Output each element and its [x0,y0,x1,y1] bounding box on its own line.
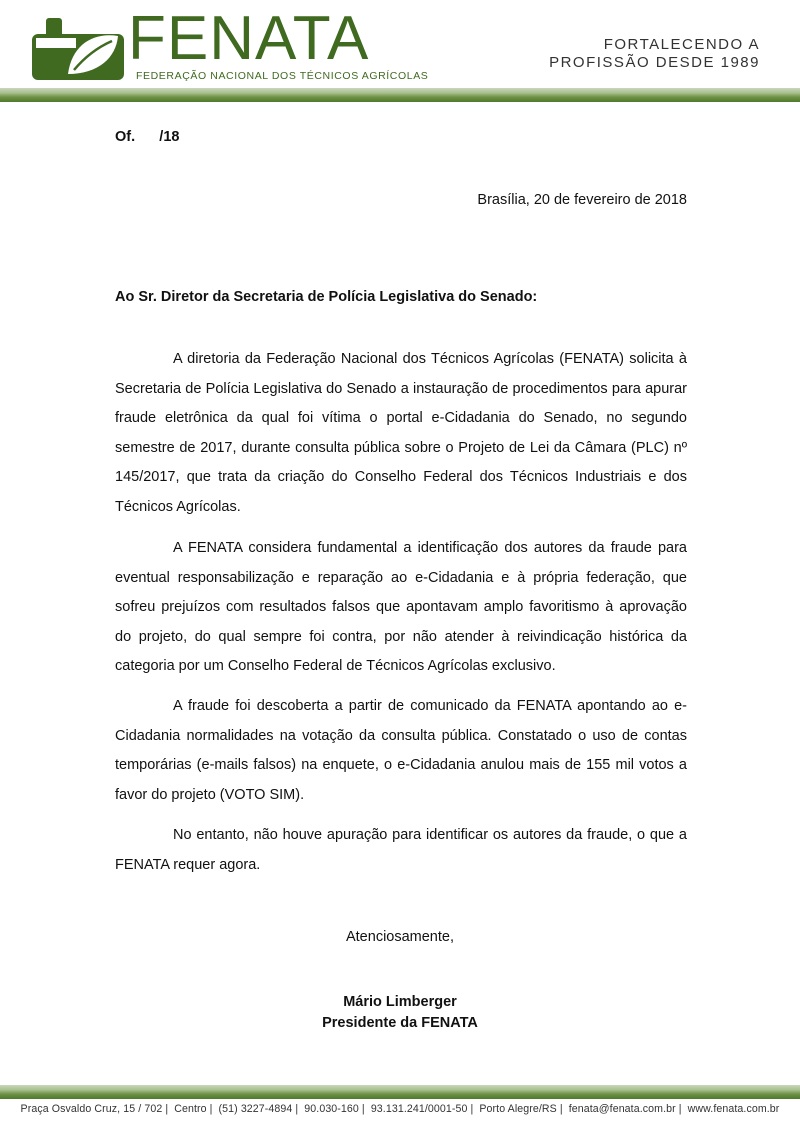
paragraph-4: No entanto, não houve apuração para identificar os autores da fraude, o que a FENATA requer agora. [115,827,687,873]
footer-separator: | [559,1103,563,1115]
footer-separator: | [295,1103,299,1115]
letter-recipient: Ao Sr. Diretor da Secretaria de Polícia Legislativa do Senado: [115,289,538,305]
signature-block [0,992,800,1034]
footer-postal-code: 90.030-160 [304,1103,359,1115]
header-divider-bar [0,88,800,102]
footer-divider-bar [0,1085,800,1099]
footer-address: Praça Osvaldo Cruz, 15 / 702 [20,1103,163,1115]
footer-email-link[interactable]: fenata@fenata.com.br [568,1103,676,1115]
footer-contact-line [0,1103,800,1115]
signer-title: Presidente da FENATA [322,1015,478,1031]
footer-phone: (51) 3227-4894 [218,1103,293,1115]
paragraph-1: A diretoria da Federação Nacional dos Técnicos Agrícolas (FENATA) solicita à Secretaria de Polícia Legislativa do Senado a instauração de procedimentos para apurar fraude eletrônica da qual foi vítima o portal e-Cidadania do Senado, no segundo semestre de 2017, durante consulta pública sobre o Projeto de Lei da Câmara (PLC) nº 145/2017, que trata da criação do Conselho Federal dos Técnicos Industriais e dos Técnicos Agrícolas. [115,351,687,515]
signer-name: Mário Limberger [343,994,457,1010]
paragraph-2: A FENATA considera fundamental a identificação dos autores da fraude para eventual responsabilização e reparação ao e-Cidadania e à própria federação, que sofreu prejuízos com resultados falsos que apontavam amplo favoritismo à aprovação do projeto, do qual sempre foi contra, por não atender à reivindicação histórica da categoria por um Conselho Federal de Técnicos Agrícolas exclusivo. [115,540,687,674]
letterhead [0,0,800,102]
footer-separator: | [470,1103,474,1115]
footer-separator: | [361,1103,365,1115]
fenata-logo-icon [32,14,124,82]
letter-reference: Of. /18 [115,129,180,145]
footer-separator: | [209,1103,213,1115]
logo-subtitle: FEDERAÇÃO NACIONAL DOS TÉCNICOS AGRÍCOLAS [136,70,429,82]
footer-district: Centro [174,1103,207,1115]
logo-wordmark: FENATA [128,4,370,73]
footer-separator: | [165,1103,169,1115]
footer-cnpj: 93.131.241/0001-50 [370,1103,468,1115]
paragraph-3: A fraude foi descoberta a partir de comunicado da FENATA apontando ao e-Cidadania normalidades na votação da consulta pública. Constatado o uso de contas temporárias (e-mails falsos) na enquete, o e-Cidadania anulou mais de 155 mil votos a favor do projeto (VOTO SIM). [115,698,687,803]
letter-closing: Atenciosamente, [345,929,454,945]
tagline-line-2: PROFISSÃO DESDE 1989 [549,54,760,71]
tagline [549,36,760,72]
footer-website-link[interactable]: www.fenata.com.br [687,1103,780,1115]
footer-separator: | [678,1103,682,1115]
letter-date: Brasília, 20 de fevereiro de 2018 [477,192,687,208]
tagline-line-1: FORTALECENDO A [603,36,760,53]
footer-city: Porto Alegre/RS [479,1103,557,1115]
